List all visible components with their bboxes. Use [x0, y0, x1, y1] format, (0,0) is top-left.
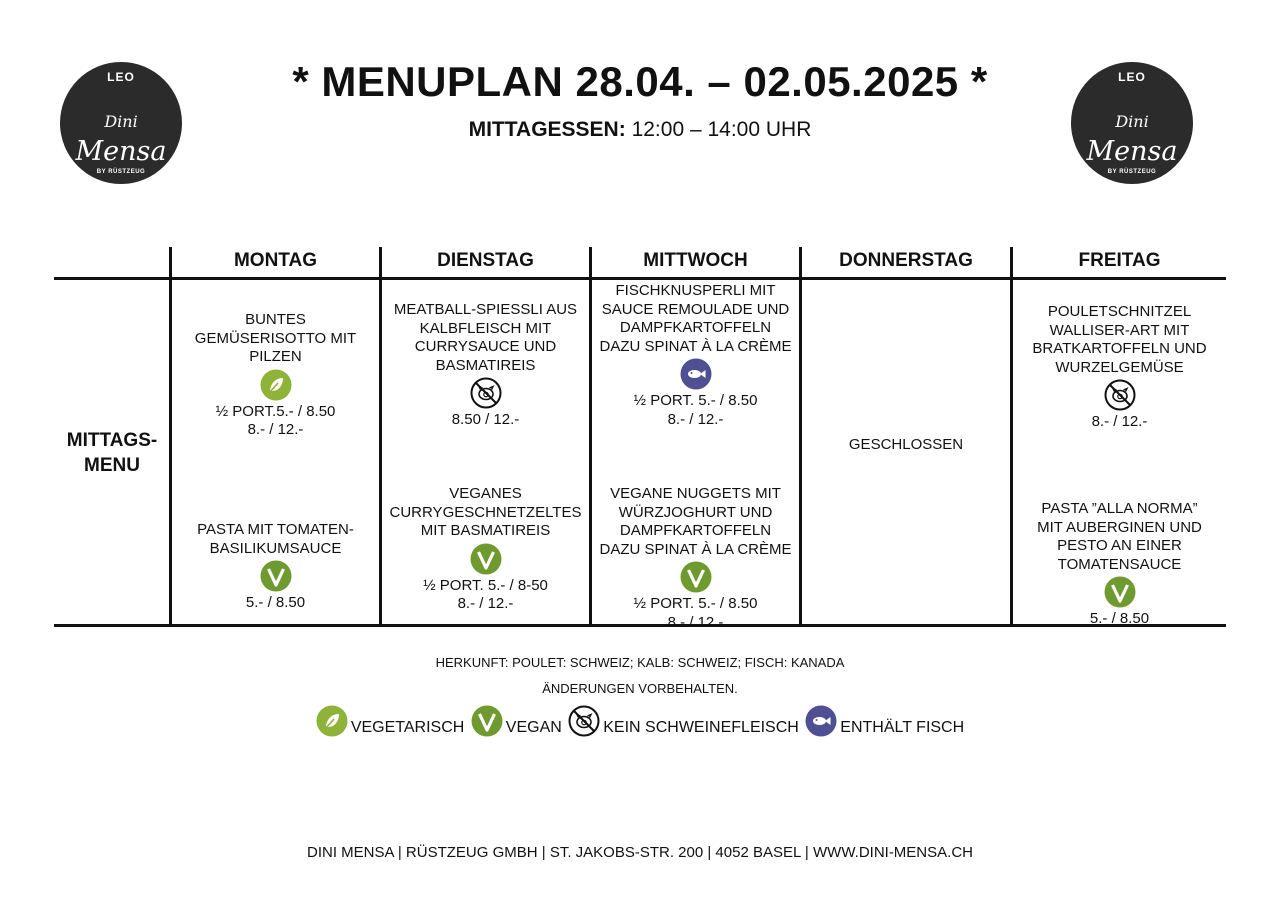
menu-item-dienstag-1: [384, 301, 587, 430]
legend-label: KEIN SCHWEINEFLEISCH: [603, 719, 799, 736]
dish-line: MIT AUBERGINEN UND: [1037, 518, 1202, 536]
vegan-icon: [471, 705, 503, 737]
price-line: 8.- / 12.-: [667, 410, 724, 428]
price-line: ½ PORT.5.- / 8.50: [215, 402, 336, 420]
vegan-icon: [470, 543, 502, 575]
logo-brand-big: Mensa: [75, 136, 167, 167]
legend-vegetarian: [316, 705, 465, 737]
dish-line: BRATKARTOFFELN UND: [1032, 340, 1207, 357]
page-title: * MENUPLAN 28.04. – 02.05.2025 *: [292, 58, 988, 105]
dish-line: POULETSCHNITZEL: [1047, 303, 1192, 320]
legend-fish: [805, 705, 964, 737]
price-line: ½ PORT. 5.- / 8.50: [633, 595, 758, 612]
legend-vegan: [471, 705, 562, 737]
dish-line: MEATBALL-SPIESSLI AUS: [393, 301, 578, 318]
logo-brand-small: Dini: [104, 112, 138, 131]
dish-line: BASILIKUMSAUCE: [209, 539, 342, 557]
dish-line: PASTA MIT TOMATEN-: [197, 521, 354, 538]
origin-info: HERKUNFT: POULET: SCHWEIZ; KALB: SCHWEIZ; FISCH: KANADA: [435, 655, 845, 670]
dish-line: PASTA ”ALLA NORMA”: [1041, 500, 1198, 517]
legend-no-pork: [568, 705, 799, 737]
dish-line: DAZU SPINAT À LA CRÈME: [599, 540, 792, 558]
legend-label: VEGAN: [505, 719, 562, 736]
fish-icon: [805, 705, 837, 737]
column-divider: [1010, 247, 1013, 627]
column-divider: [589, 247, 592, 627]
changes-note: ÄNDERUNGEN VORBEHALTEN.: [542, 681, 738, 696]
menu-item-donnerstag-closed: GESCHLOSSEN: [848, 436, 964, 453]
lunch-label: MITTAGESSEN:: [468, 118, 626, 141]
day-header-mittwoch: MITTWOCH: [643, 250, 748, 271]
dish-line: KALBFLEISCH MIT: [419, 319, 552, 337]
day-header-freitag: FREITAG: [1078, 250, 1161, 271]
dish-line: DAMPFKARTOFFELN: [619, 522, 772, 539]
logo-leo-text: LEO: [107, 70, 135, 84]
logo-by-text: BY RÜSTZEUG: [96, 169, 146, 175]
vegan-icon: [260, 560, 292, 592]
dish-line: VEGANE NUGGETS MIT: [610, 485, 781, 502]
table-header-divider: [54, 277, 1226, 280]
vegan-icon: [680, 561, 712, 593]
fish-icon: [680, 358, 712, 390]
dish-line: FISCHKNUSPERLI MIT: [615, 282, 776, 299]
menu-item-montag-1: [174, 311, 377, 440]
menu-item-dienstag-2: [384, 485, 587, 614]
row-label-mittagsmenu: [54, 428, 170, 478]
column-divider: [379, 247, 382, 627]
price-line: 8.50 / 12.-: [451, 411, 520, 428]
price-line: ½ PORT. 5.- / 8-50: [423, 576, 548, 594]
menu-item-mittwoch-1: [594, 282, 797, 429]
menu-item-freitag-2: [1015, 500, 1224, 629]
menu-item-montag-2: [174, 521, 377, 613]
legend-label: ENTHÄLT FISCH: [840, 719, 965, 736]
footer-address: DINI MENSA | RÜSTZEUG GMBH | ST. JAKOBS-STR. 200 | 4052 BASEL | WWW.DINI-MENSA.CH: [307, 844, 973, 861]
day-header-donnerstag: DONNERSTAG: [839, 250, 973, 271]
dish-line: TOMATENSAUCE: [1057, 555, 1182, 573]
dish-line: WURZELGEMÜSE: [1055, 358, 1184, 376]
price-line: 8.- / 12.-: [1091, 413, 1148, 430]
logo-by-text: BY RÜSTZEUG: [1107, 169, 1157, 175]
dish-line: CURRYGESCHNETZELTES: [389, 503, 582, 521]
row-label-line: MITTAGS-: [66, 430, 158, 451]
column-divider: [799, 247, 802, 627]
dish-line: PESTO AN EINER: [1057, 537, 1182, 554]
dish-line: WÜRZJOGHURT UND: [618, 503, 773, 521]
price-line: 8.- / 12.-: [667, 613, 724, 631]
price-line: 5.- / 8.50: [1089, 610, 1150, 627]
no-pork-icon: [568, 705, 600, 737]
vegan-icon: [1104, 576, 1136, 608]
dish-line: CURRYSAUCE UND: [414, 338, 557, 355]
dish-line: DAMPFKARTOFFELN: [619, 319, 772, 336]
dish-line: GEMÜSERISOTTO MIT: [194, 329, 357, 347]
logo-leo-text: LEO: [1118, 70, 1146, 84]
day-header-montag: MONTAG: [233, 250, 318, 271]
dish-line: VEGANES: [449, 485, 522, 502]
lunch-time: 12:00 – 14:00 UHR: [631, 118, 812, 141]
price-line: ½ PORT. 5.- / 8.50: [633, 392, 758, 409]
price-line: 8.- / 12.-: [247, 421, 304, 438]
vegetarian-icon: [260, 369, 292, 401]
dish-line: DAZU SPINAT À LA CRÈME: [599, 337, 792, 355]
menu-item-freitag-1: [1015, 303, 1224, 432]
dish-line: WALLISER-ART MIT: [1049, 321, 1190, 339]
logo-brand-big: Mensa: [1086, 136, 1178, 167]
dish-line: BUNTES: [245, 311, 306, 328]
vegetarian-icon: [316, 705, 348, 737]
no-pork-icon: [1104, 379, 1136, 411]
day-header-dienstag: DIENSTAG: [437, 250, 534, 271]
price-line: 8.- / 12.-: [457, 595, 514, 612]
dish-line: PILZEN: [249, 348, 302, 365]
menu-item-mittwoch-2: [594, 485, 797, 632]
no-pork-icon: [470, 377, 502, 409]
dish-line: SAUCE REMOULADE UND: [601, 300, 790, 318]
logo-brand-small: Dini: [1115, 112, 1149, 131]
dish-line: BASMATIREIS: [435, 356, 536, 374]
lunch-hours: [0, 118, 1280, 142]
legend-label: VEGETARISCH: [350, 719, 465, 736]
price-line: 5.- / 8.50: [245, 594, 306, 611]
row-label-line: MENU: [84, 455, 140, 476]
icon-legend: [0, 705, 1280, 742]
dish-line: MIT BASMATIREIS: [420, 522, 551, 539]
